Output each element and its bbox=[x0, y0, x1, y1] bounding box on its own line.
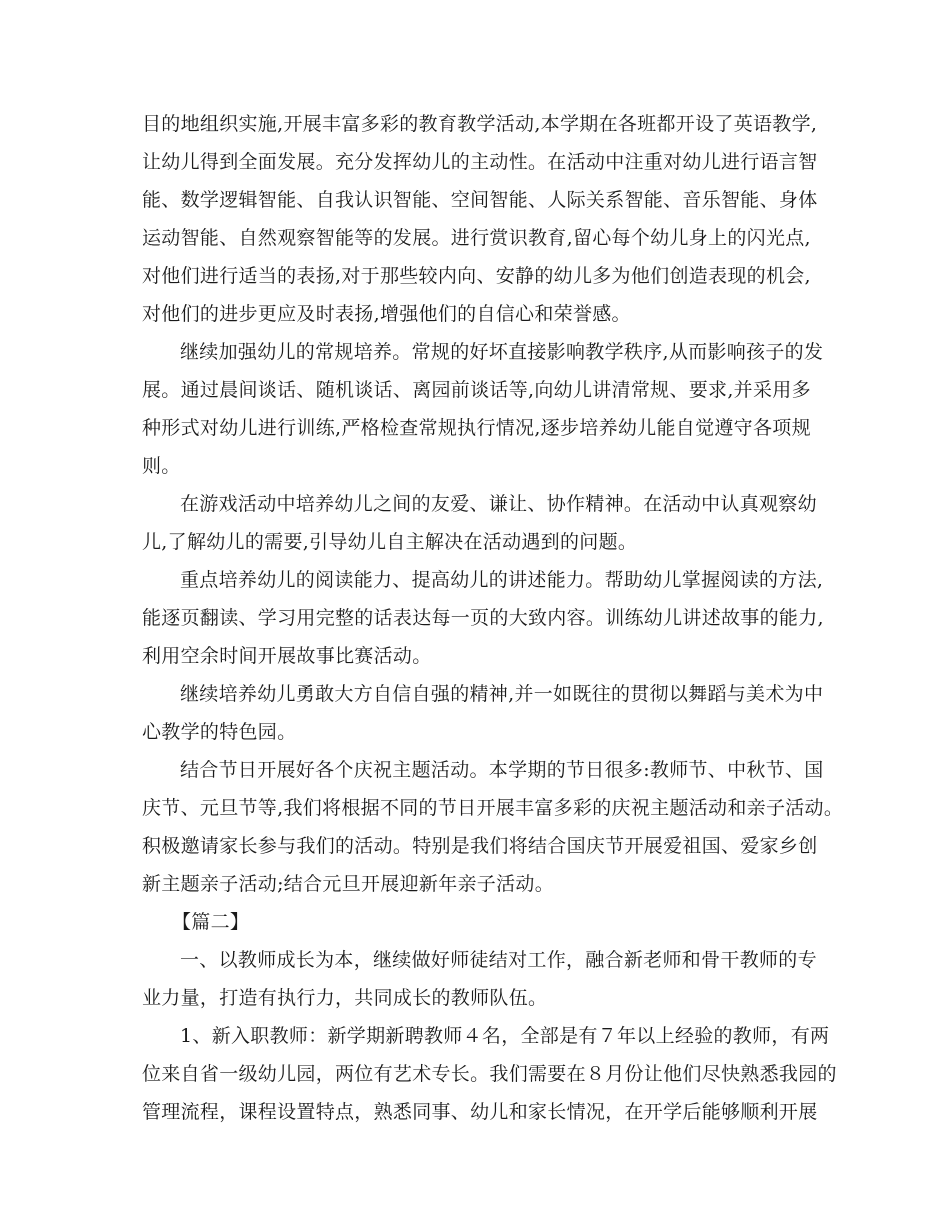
text-line: 继续培养幼儿勇敢大方自信自强的精神,并一如既往的贯彻以舞蹈与美术为中 bbox=[180, 683, 824, 705]
text-line: 积极邀请家长参与我们的活动。特别是我们将结合国庆节开展爱祖国、爱家乡创 bbox=[142, 835, 818, 857]
text-line: 管理流程，课程设置特点，熟悉同事、幼儿和家长情况，在开学后能够顺利开展 bbox=[142, 1101, 818, 1123]
text-line: 在游戏活动中培养幼儿之间的友爱、谦让、协作精神。在活动中认真观察幼 bbox=[180, 493, 817, 515]
text-line: 位来自省一级幼儿园，两位有艺术专长。我们需要在８月份让他们尽快熟悉我园的 bbox=[142, 1063, 837, 1085]
text-line: 能逐页翻读、学习用完整的话表达每一页的大致内容。训练幼儿讲述故事的能力, bbox=[142, 607, 824, 629]
text-line: 重点培养幼儿的阅读能力、提高幼儿的讲述能力。帮助幼儿掌握阅读的方法, bbox=[180, 569, 824, 591]
text-line: 对他们的进步更应及时表扬,增强他们的自信心和荣誉感。 bbox=[142, 303, 631, 325]
text-line: 目的地组织实施,开展丰富多彩的教育教学活动,本学期在各班都开设了英语教学, bbox=[142, 113, 818, 135]
text-line: 新主题亲子活动;结合元旦开展迎新年亲子活动。 bbox=[142, 873, 555, 895]
text-line: 业力量，打造有执行力，共同成长的教师队伍。 bbox=[142, 987, 548, 1009]
text-line: 能、数学逻辑智能、自我认识智能、空间智能、人际关系智能、音乐智能、身体 bbox=[142, 189, 818, 211]
text-line: 儿,了解幼儿的需要,引导幼儿自主解决在活动遇到的问题。 bbox=[142, 531, 638, 553]
text-line: 结合节日开展好各个庆祝主题活动。本学期的节日很多:教师节、中秋节、国 bbox=[180, 759, 824, 781]
text-line: 心教学的特色园。 bbox=[142, 721, 297, 743]
text-line: 运动智能、自然观察智能等的发展。进行赏识教育,留心每个幼儿身上的闪光点, bbox=[142, 227, 811, 249]
text-line: 1、新入职教师：新学期新聘教师４名，全部是有７年以上经验的教师，有两 bbox=[180, 1025, 830, 1047]
text-line: 则。 bbox=[142, 455, 181, 477]
text-line: 利用空余时间开展故事比赛活动。 bbox=[142, 645, 432, 667]
section-heading: 【篇二】 bbox=[172, 911, 250, 933]
text-line: 庆节、元旦节等,我们将根据不同的节日开展丰富多彩的庆祝主题活动和亲子活动。 bbox=[142, 797, 844, 819]
text-line: 展。通过晨间谈话、随机谈话、离园前谈话等,向幼儿讲清常规、要求,并采用多 bbox=[142, 379, 811, 401]
text-line: 对他们进行适当的表扬,对于那些较内向、安静的幼儿多为他们创造表现的机会, bbox=[142, 265, 811, 287]
text-line: 继续加强幼儿的常规培养。常规的好坏直接影响教学秩序,从而影响孩子的发 bbox=[180, 341, 824, 363]
text-line: 一、以教师成长为本，继续做好师徒结对工作，融合新老师和骨干教师的专 bbox=[180, 949, 817, 971]
text-line: 让幼儿得到全面发展。充分发挥幼儿的主动性。在活动中注重对幼儿进行语言智 bbox=[142, 151, 818, 173]
text-line: 种形式对幼儿进行训练,严格检查常规执行情况,逐步培养幼儿能自觉遵守各项规 bbox=[142, 417, 811, 439]
